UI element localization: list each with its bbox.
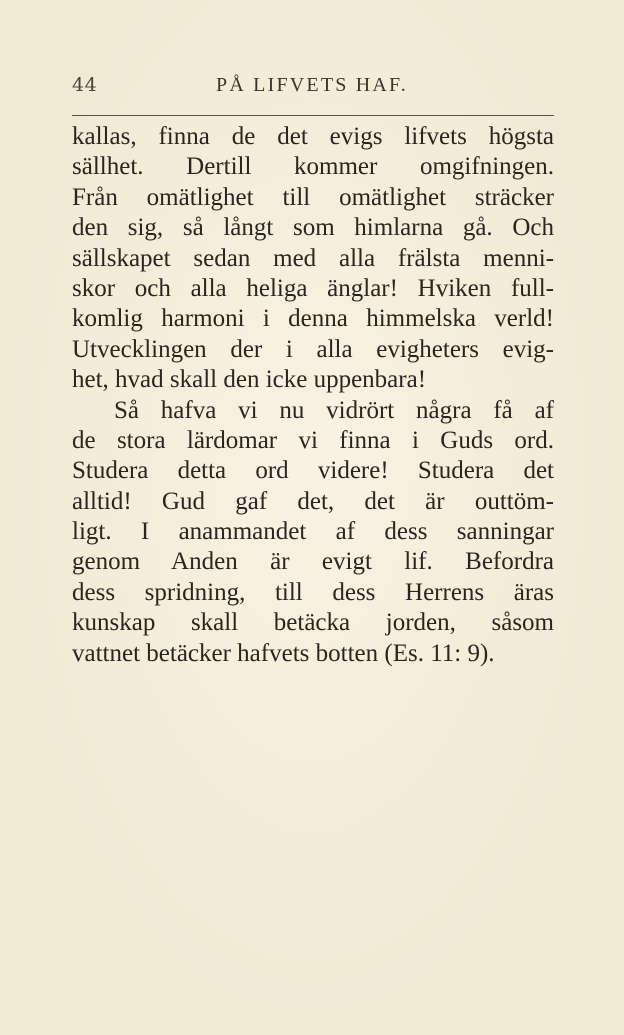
text-line: het, hvad skall den icke uppenbara!: [72, 366, 427, 394]
text-line: ligt. I anammandet af dess sanningar: [72, 518, 554, 546]
text-line: kunskap skall betäcka jorden, såsom: [72, 609, 554, 637]
page-header: [72, 74, 554, 102]
text-line: komlig harmoni i denna himmelska verld!: [72, 305, 554, 333]
text-line: Så hafva vi nu vidrört några få af: [114, 396, 554, 424]
text-line: skor och alla heliga änglar! Hviken full-: [72, 274, 554, 302]
text-line: sällhet. Dertill kommer omgifningen.: [72, 153, 554, 181]
text-line: de stora lärdomar vi finna i Guds ord.: [72, 426, 554, 454]
text-line: kallas, finna de det evigs lifvets högsta: [72, 123, 554, 150]
text-line: den sig, så långt som himlarna gå. Och: [72, 214, 554, 242]
text-line: genom Anden är evigt lif. Befordra: [72, 548, 554, 576]
text-line: sällskapet sedan med alla frälsta menni-: [72, 244, 554, 272]
text-line: Utvecklingen der i alla evigheters evig-: [72, 335, 554, 363]
page-number: 44: [72, 74, 98, 96]
text-line: Studera detta ord videre! Studera det: [72, 457, 554, 485]
header-rule: [72, 115, 554, 116]
text-line: alltid! Gud gaf det, det är outtöm-: [72, 487, 554, 515]
text-line: Från omätlighet till omätlighet sträcker: [72, 183, 554, 211]
text-line: dess spridning, till dess Herrens äras: [72, 578, 554, 606]
body-text: [72, 122, 554, 669]
text-line: vattnet betäcker hafvets botten (Es. 11: 9).: [72, 639, 495, 667]
running-head: PÅ LIFVETS HAF.: [216, 74, 408, 96]
